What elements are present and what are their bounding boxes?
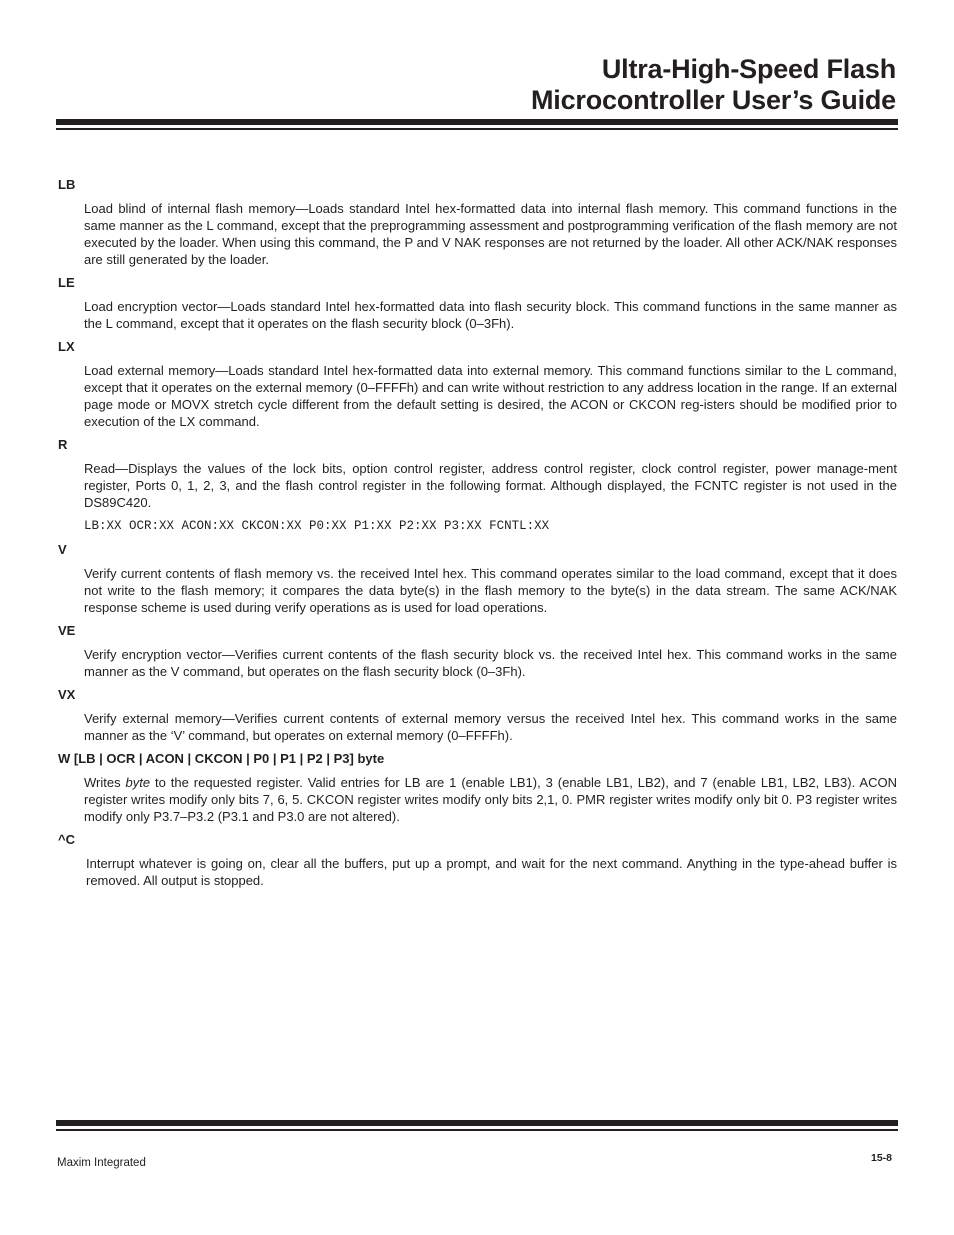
command-list <box>57 177 897 896</box>
page-title <box>531 54 896 116</box>
command-vx-description: Verify external memory—Verifies current contents of external memory versus the received Intel hex. This command works in the same manner as the ‘V’ command, but operates on external memory (0–FFFFh). <box>84 711 897 743</box>
command-ve-name: VE <box>58 623 76 638</box>
footer-rule-thin <box>56 1129 898 1131</box>
command-le-description: Load encryption vector—Loads standard Intel hex-formatted data into flash security block. This command functions in the same manner as the L command, except that it operates on the flash security block (0–3Fh). <box>84 299 897 331</box>
command-r-description: Read—Displays the values of the lock bits, option control register, address control register, clock control register, power manage-ment register, Ports 0, 1, 2, 3, and the flash control register in the following format. Although displayed, the FCNTC register is not used in the DS89C420. <box>84 461 897 510</box>
footer-page-number: 15-8 <box>870 1152 892 1164</box>
header-rule-thick <box>56 119 898 125</box>
header-rule-thin <box>56 128 898 130</box>
command-ve-description: Verify encryption vector—Verifies current contents of the flash security block vs. the received Intel hex. This command works in the same manner as the V command, but operates on the flash security block (0–3Fh). <box>84 647 897 679</box>
command-ctrl-c-name: ^C <box>58 832 75 847</box>
command-lb-description: Load blind of internal flash memory—Loads standard Intel hex-formatted data into internal flash memory. This command functions in the same manner as the L command, except that the preprogramming assessment and postprogramming verification of the flash memory are not executed by the loader. When using this command, the P and V NAK responses are not returned by the loader. All other ACK/NAK responses are still generated by the loader. <box>84 201 897 267</box>
command-w-text-italic: byte <box>125 775 151 790</box>
command-lx-description: Load external memory—Loads standard Intel hex-formatted data into external memory. This command functions similar to the L command, except that it operates on the external memory (0–FFFFh) and can write without restriction to any address location in the range. If an external page mode or MOVX stretch cycle different from the default setting is desired, the ACON or CKCON reg-isters should be modified prior to execution of the LX command. <box>84 363 897 429</box>
command-le-name: LE <box>58 275 75 290</box>
command-w-name: W [LB | OCR | ACON | CKCON | P0 | P1 | P2 | P3] byte <box>58 751 385 766</box>
title-line-2: Microcontroller User’s Guide <box>531 85 896 115</box>
title-line-1: Ultra-High-Speed Flash <box>601 54 896 84</box>
command-v-description: Verify current contents of flash memory vs. the received Intel hex. This command operates similar to the load command, except that it does not write to the flash memory; it compares the data byte(s) in the flash memory to the byte(s) in the data stream. The same ACK/NAK response scheme is used during verify operations as is used for load operations. <box>84 566 897 615</box>
command-v-name: V <box>58 542 67 557</box>
command-r-format: LB:XX OCR:XX ACON:XX CKCON:XX P0:XX P1:XX P2:XX P3:XX FCNTL:XX <box>84 519 550 533</box>
command-r-name: R <box>58 437 68 452</box>
command-vx-name: VX <box>58 687 76 702</box>
command-w-text-before: Writes <box>84 775 126 790</box>
footer-rule-thick <box>56 1120 898 1126</box>
command-w-description <box>84 774 897 825</box>
command-lb-name: LB <box>58 177 76 192</box>
command-lx-name: LX <box>58 339 75 354</box>
command-ctrl-c-description: Interrupt whatever is going on, clear all the buffers, put up a prompt, and wait for the next command. Anything in the type-ahead buffer is removed. All output is stopped. <box>86 856 897 888</box>
command-w-text-after: to the requested register. Valid entries for LB are 1 (enable LB1), 3 (enable LB1, LB2), and 7 (enable LB1, LB2, LB3). ACON register writes modify only bits 7, 6, 5. CKCON register writes modify only bits 2,1, 0. PMR register writes modify only bit 0. P3 register writes modify only P3.7–P3.2 (P3.1 and P3.0 are not altered). <box>84 775 897 824</box>
footer-company: Maxim Integrated <box>57 1157 146 1169</box>
